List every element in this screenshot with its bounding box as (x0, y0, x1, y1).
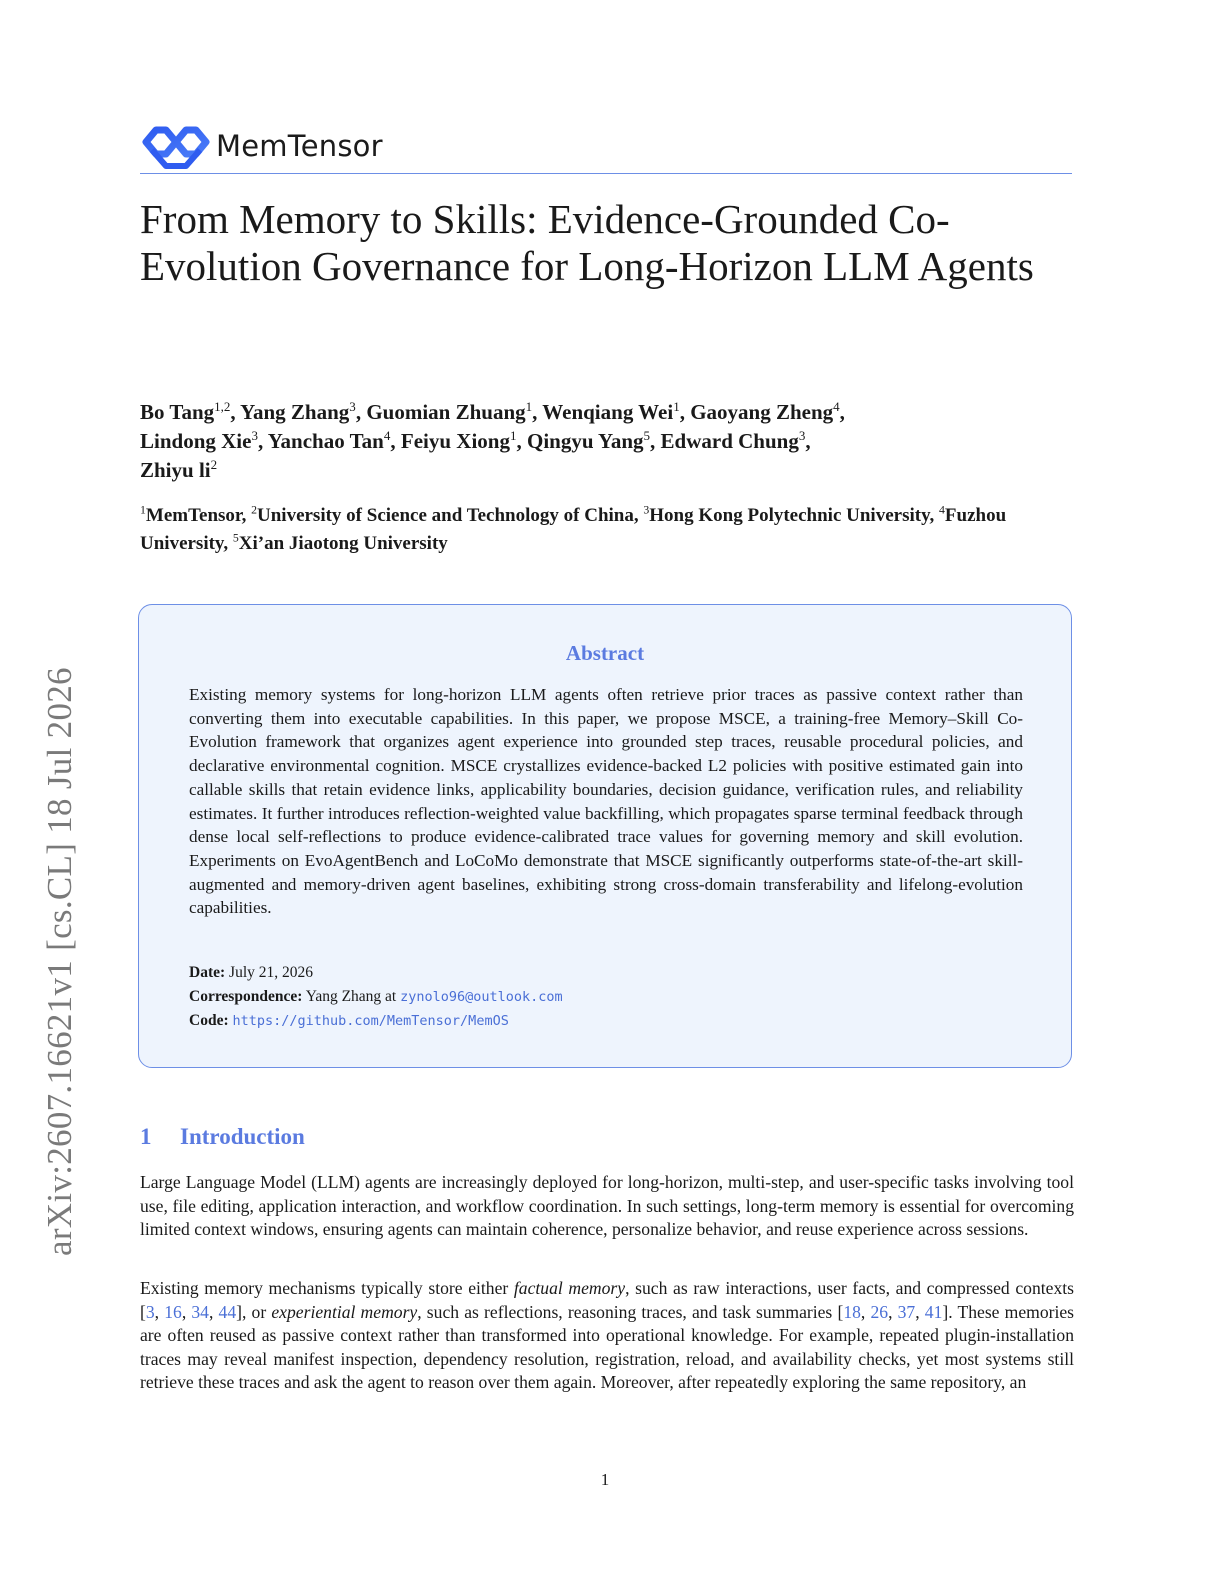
citation-link[interactable]: 41 (924, 1301, 943, 1322)
correspondence-name: Yang Zhang at (305, 988, 397, 1005)
code-label: Code: (189, 1012, 229, 1029)
date-row (189, 961, 1023, 985)
author: Gaoyang Zheng$^4$ (690, 399, 840, 424)
paper-title: From Memory to Skills: Evidence-Grounded Co-Evolution Governance for Long-Horizon LLM Agents (140, 196, 1034, 289)
abstract-metadata (189, 961, 1023, 1033)
correspondence-label: Correspondence: (189, 988, 303, 1005)
author: Wenqiang Wei$^1$ (542, 399, 680, 424)
code-url-link[interactable]: https://github.com/MemTensor/MemOS (232, 1013, 509, 1029)
citation-link[interactable]: 44 (218, 1301, 237, 1322)
citation-link[interactable]: 26 (870, 1301, 889, 1322)
affiliation: $^4$Fuzhou University (140, 503, 1007, 554)
citation-link[interactable]: 18 (843, 1301, 861, 1322)
author: Edward Chung$^3$ (660, 428, 806, 453)
memtensor-logo-icon (142, 122, 210, 170)
author: Bo Tang$^{1,2}$ (140, 399, 231, 424)
date-value: July 21, 2026 (229, 964, 313, 981)
section-title-text: Introduction (180, 1124, 305, 1149)
abstract-heading: Abstract (565, 641, 645, 665)
intro-paragraph-2: Existing memory mechanisms typically store either factual memory, such as raw interactions, user facts, and compressed contexts [3, 16, 34, 44], or experiential memory, such as reflections, reasoning traces, and task summaries [18, 26, 37, 41]. These memories are often reused as passive context rather than transformed into operational knowledge. For example, repeated plugin-installation traces may reveal manifest inspection, dependency resolution, registration, reload, and availability checks, yet most systems still retrieve these traces and ask the agent to reason over them again. Moreover, after repeatedly exploring the same repository, an (140, 1278, 1075, 1392)
author: Qingyu Yang$^5$ (526, 428, 651, 453)
author: Lindong Xie$^3$ (140, 428, 258, 453)
affiliation: $^2$University of Science and Technology of China (251, 503, 634, 526)
author: Yanchao Tan$^4$ (267, 428, 391, 453)
correspondence-row (189, 985, 1023, 1009)
author: Feiyu Xiong$^1$ (400, 428, 517, 453)
intro-paragraph-1: Large Language Model (LLM) agents are increasingly deployed for long-horizon, multi-step, and user-specific tasks involving tool use, file editing, application interaction, and workflow coordination. In such settings, long-term memory is essential for overcoming limited context windows, ensuring agents can maintain coherence, personalize behavior, and reuse experience across sessions. (140, 1172, 1074, 1239)
header-logo (142, 120, 383, 172)
author: Yang Zhang$^3$ (240, 399, 356, 424)
citation-link[interactable]: 37 (897, 1301, 916, 1322)
affiliation: $^5$Xi’an Jiaotong University (232, 531, 448, 554)
page-number: 1 (600, 1470, 610, 1489)
brand-name: MemTensor (216, 129, 383, 163)
section-number: 1 (140, 1124, 152, 1149)
citation-link[interactable]: 34 (191, 1301, 209, 1322)
author: Guomian Zhuang$^1$ (366, 399, 533, 424)
abstract-text: Existing memory systems for long-horizon LLM agents often retrieve prior traces as passive context rather than converting them into executable capabilities. In this paper, we propose MSCE, a training-free Memory–Skill Co-Evolution framework that organizes agent experience into grounded step traces, reusable procedural policies, and declarative environmental cognition. MSCE crystallizes evidence-backed L2 policies with positive estimated gain into callable skills that retain evidence links, applicability boundaries, decision guidance, verification rules, and reliability estimates. It further introduces reflection-weighted value backfilling, which propagates sparse terminal feedback through dense local self-reflections to produce evidence-calibrated trace values for governing memory and skill evolution. Experiments on EvoAgentBench and LoCoMo demonstrate that MSCE significantly outperforms state-of-the-art skill-augmented and memory-driven agent baselines, exhibiting strong cross-domain transferability and lifelong-evolution capabilities. (189, 685, 1023, 918)
section-heading-introduction (140, 1124, 305, 1150)
header-divider (140, 173, 1072, 174)
author: Zhiyu $li^2$ (140, 457, 218, 482)
citation-link[interactable]: 3 (145, 1301, 155, 1322)
affiliation: $^1$MemTensor (140, 503, 242, 526)
arxiv-identifier: arXiv:2607.16621v1 [cs.CL] 18 Jul 2026 (40, 667, 79, 1256)
citation-link[interactable]: 16 (164, 1301, 182, 1322)
author-list: Bo Tang$^{1,2}$, Yang Zhang$^3$, Guomian Zhuang$^1$, Wenqiang Wei$^1$, Gaoyang Zheng$^4$, Lindong Xie$^3$, Yanchao Tan$^4$, Feiyu Xiong$^1$, Qingyu Yang$^5$, Edward Chung$^3$, Zhiyu $li^2$ (140, 399, 845, 482)
affiliation-list: $^1$MemTensor, $^2$University of Science and Technology of China, $^3$Hong Kong Polytechnic University, $^4$Fuzhou University, $^5$Xi’an Jiaotong University (140, 503, 1007, 554)
affiliation: $^3$Hong Kong Polytechnic University (643, 503, 930, 526)
abstract-box (138, 604, 1072, 1068)
correspondence-email-link[interactable]: zynolo96@outlook.com (400, 989, 563, 1005)
code-row (189, 1009, 1023, 1033)
date-label: Date: (189, 964, 226, 981)
